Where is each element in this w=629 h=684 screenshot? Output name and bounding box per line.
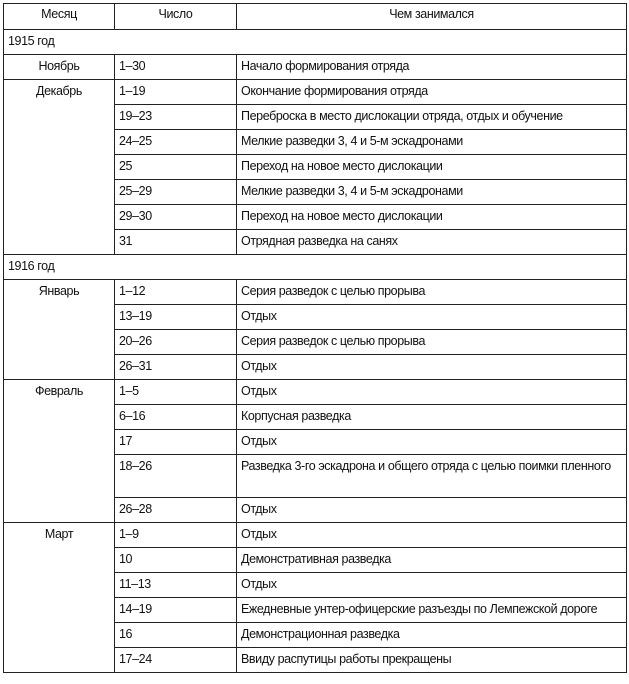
activity-cell: Серия разведок с целью прорыва	[237, 330, 627, 355]
activity-cell: Отдых	[237, 573, 627, 598]
activity-cell: Разведка 3-го эскадрона и общего отряда с целью поимки пленного	[237, 455, 627, 498]
activity-cell: Отдых	[237, 305, 627, 330]
days-cell: 11–13	[115, 573, 237, 598]
header-month: Месяц	[4, 4, 115, 30]
days-cell: 18–26	[115, 455, 237, 498]
activity-cell: Отдых	[237, 523, 627, 548]
year-label: 1916 год	[4, 255, 627, 280]
month-label: Март	[4, 523, 115, 673]
days-cell: 14–19	[115, 598, 237, 623]
days-cell: 29–30	[115, 205, 237, 230]
days-cell: 16	[115, 623, 237, 648]
days-cell: 20–26	[115, 330, 237, 355]
activity-cell: Отдых	[237, 430, 627, 455]
activity-cell: Начало формирования отряда	[237, 55, 627, 80]
days-cell: 24–25	[115, 130, 237, 155]
days-cell: 25–29	[115, 180, 237, 205]
activity-cell: Корпусная разведка	[237, 405, 627, 430]
days-cell: 13–19	[115, 305, 237, 330]
activity-cell: Ввиду распутицы работы прекращены	[237, 648, 627, 673]
days-cell: 1–9	[115, 523, 237, 548]
activity-cell: Переброска в место дислокации отряда, отдых и обучение	[237, 105, 627, 130]
days-cell: 1–30	[115, 55, 237, 80]
year-label: 1915 год	[4, 30, 627, 55]
days-cell: 26–31	[115, 355, 237, 380]
header-activity: Чем занимался	[237, 4, 627, 30]
days-cell: 17	[115, 430, 237, 455]
table-row	[4, 55, 627, 80]
days-cell: 6–16	[115, 405, 237, 430]
table-row	[4, 380, 627, 405]
activity-cell: Мелкие разведки 3, 4 и 5-м эскадронами	[237, 130, 627, 155]
days-cell: 1–12	[115, 280, 237, 305]
month-label: Ноябрь	[4, 55, 115, 80]
header-days: Число	[115, 4, 237, 30]
activity-cell: Мелкие разведки 3, 4 и 5-м эскадронами	[237, 180, 627, 205]
year-row-1916	[4, 255, 627, 280]
activity-cell: Отдых	[237, 380, 627, 405]
month-label: Декабрь	[4, 80, 115, 255]
month-label: Январь	[4, 280, 115, 380]
days-cell: 25	[115, 155, 237, 180]
chronology-table	[3, 3, 627, 673]
table-row	[4, 80, 627, 105]
days-cell: 10	[115, 548, 237, 573]
year-row-1915	[4, 30, 627, 55]
table-row	[4, 280, 627, 305]
activity-cell: Отдых	[237, 498, 627, 523]
activity-cell: Окончание формирования отряда	[237, 80, 627, 105]
activity-cell: Ежедневные унтер-офицерские разъезды по Лемпежской дороге	[237, 598, 627, 623]
activity-cell: Отрядная разведка на санях	[237, 230, 627, 255]
activity-cell: Демонстрационная разведка	[237, 623, 627, 648]
activity-cell: Серия разведок с целью прорыва	[237, 280, 627, 305]
days-cell: 1–5	[115, 380, 237, 405]
activity-cell: Переход на новое место дислокации	[237, 205, 627, 230]
activity-cell: Переход на новое место дислокации	[237, 155, 627, 180]
activity-cell: Демонстративная разведка	[237, 548, 627, 573]
days-cell: 26–28	[115, 498, 237, 523]
days-cell: 19–23	[115, 105, 237, 130]
days-cell: 1–19	[115, 80, 237, 105]
activity-cell: Отдых	[237, 355, 627, 380]
header-row	[4, 4, 627, 30]
table-row	[4, 523, 627, 548]
days-cell: 31	[115, 230, 237, 255]
days-cell: 17–24	[115, 648, 237, 673]
month-label: Февраль	[4, 380, 115, 523]
